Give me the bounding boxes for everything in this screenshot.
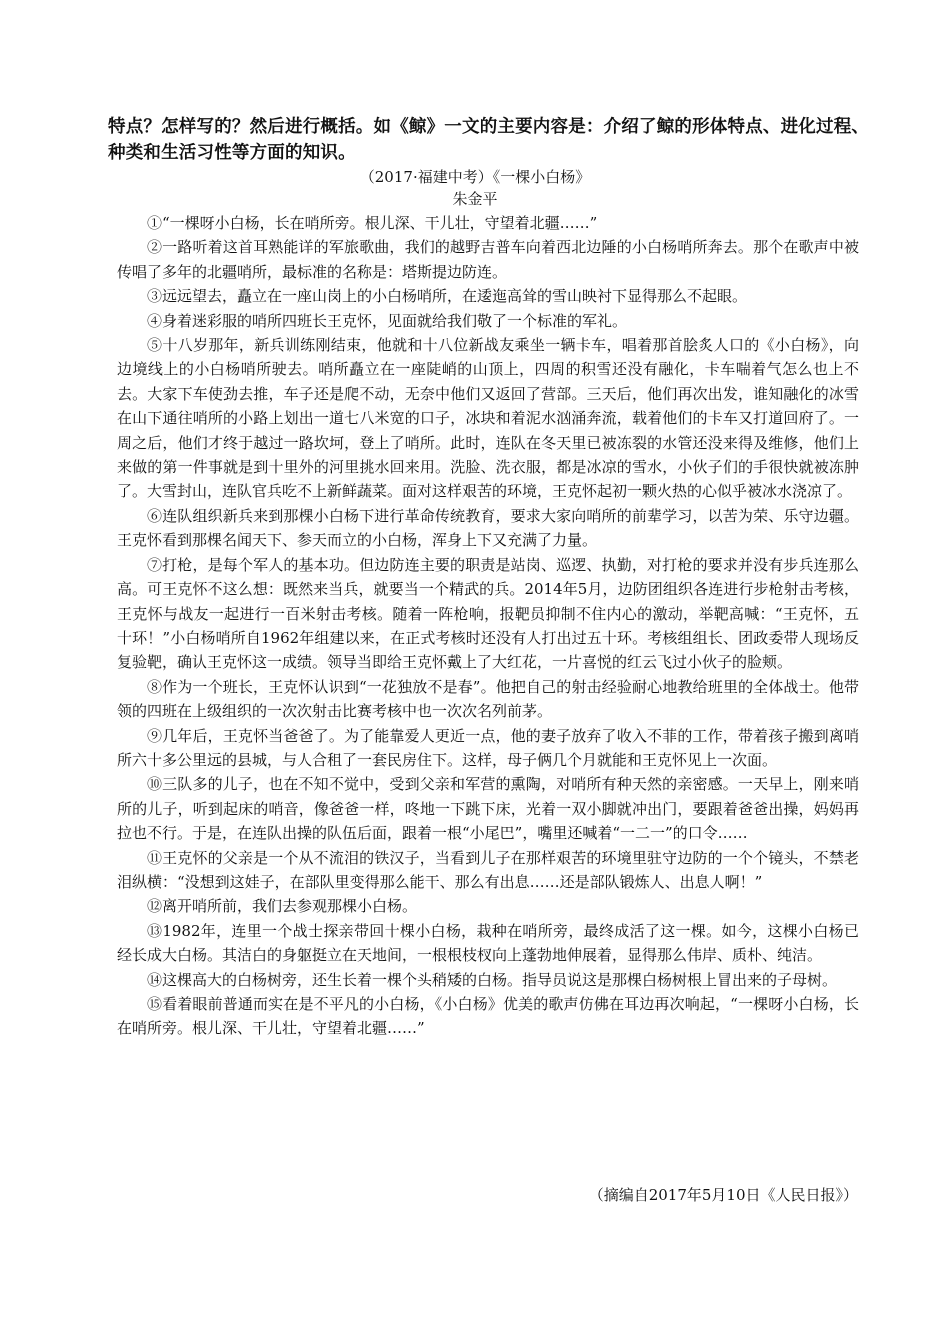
- paragraph-5: ⑤十八岁那年，新兵训练刚结束，他就和十八位新战友乘坐一辆卡车，唱着那首脍炙人口的《小白杨》，向边境线上的小白杨哨所驶去。哨所矗立在一座陡峭的山顶上，四周的积雪还没有融化，卡车喘着气怎么也上不去。大家下车使劲去推，车子还是爬不动，无奈中他们又返回了营部。三天后，他们再次出发，谁知融化的冰雪在山下通往哨所的小路上划出一道七八米宽的口子，冰块和着泥水汹涌奔流，载着他们的卡车又打道回府了。一周之后，他们才终于越过一路坎坷，登上了哨所。此时，连队在冬天里已被冻裂的水管还没来得及维修，他们上来做的第一件事就是到十里外的河里挑水回来用。洗脸、洗衣服，都是冰凉的雪水，小伙子们的手很快就被冻肿了。大雪封山，连队官兵吃不上新鲜蔬菜。面对这样艰苦的环境，王克怀起初一颗火热的心似乎被冰水浇凉了。: [117, 336, 859, 501]
- paragraph-14: ⑭这棵高大的白杨树旁，还生长着一棵个头稍矮的白杨。指导员说这是那棵白杨树根上冒出来的子母树。: [147, 970, 838, 989]
- paragraph-12: ⑫离开哨所前，我们去参观那棵小白杨。: [147, 897, 418, 916]
- article-title: （2017·福建中考）《一棵小白杨》: [359, 168, 591, 186]
- paragraph-6: ⑥连队组织新兵来到那棵小白杨下进行革命传统教育，要求大家向哨所的前辈学习，以苦为荣、乐守边疆。王克怀看到那棵名闻天下、参天而立的小白杨，浑身上下又充满了力量。: [117, 506, 859, 550]
- article-source: （摘编自2017年5月10日《人民日报》）: [588, 1186, 858, 1204]
- article-body: [117, 211, 859, 1041]
- paragraph-11: ⑪王克怀的父亲是一个从不流泪的铁汉子，当看到儿子在那样艰苦的环境里驻守边防的一个个镜头，不禁老泪纵横：“没想到这娃子，在部队里变得那么能干、那么有出息……还是部队锻炼人、出息人啊！”: [117, 848, 859, 891]
- paragraph-10: ⑩三队多的儿子，也在不知不觉中，受到父亲和军营的熏陶，对哨所有种天然的亲密感。一天早上，刚来哨所的儿子，听到起床的哨音，像爸爸一样，咚地一下跳下床，光着一双小脚就冲出门，要跟着爸爸出操，妈妈再拉也不行。于是，在连队出操的队伍后面，跟着一根“小尾巴”，嘴里还喊着“一二一”的口令……: [117, 775, 859, 843]
- paragraph-13: ⑬1982年，连里一个战士探亲带回十棵小白杨，栽种在哨所旁，最终成活了这一棵。如今，这棵小白杨已经长成大白杨。其洁白的身躯挺立在天地间，一根根枝杈向上蓬勃地伸展着，显得那么伟岸、质朴、纯洁。: [117, 921, 859, 965]
- paragraph-3: ③远远望去，矗立在一座山岗上的小白杨哨所，在逶迤高耸的雪山映衬下显得那么不起眼。: [147, 287, 748, 306]
- paragraph-7: ⑦打枪，是每个军人的基本功。但边防连主要的职责是站岗、巡逻、执勤，对打枪的要求并没有步兵连那么高。可王克怀不这么想：既然来当兵，就要当一个精武的兵。2014年5月，边防团组织各连进行步枪射击考核，王克怀与战友一起进行一百米射击考核。随着一阵枪响，报靶员抑制不住内心的激动，举靶高喊：“王克怀，五十环！”小白杨哨所自1962年组建以来，在正式考核时还没有人打出过五十环。考核组组长、团政委带人现场反复验靶，确认王克怀这一成绩。领导当即给王克怀戴上了大红花，一片喜悦的红云飞过小伙子的脸颊。: [117, 555, 859, 672]
- paragraph-2: ②一路听着这首耳熟能详的军旅歌曲，我们的越野吉普车向着西北边陲的小白杨哨所奔去。那个在歌声中被传唱了多年的北疆哨所，最标准的名称是：塔斯提边防连。: [117, 238, 859, 281]
- paragraph-15: ⑮看着眼前普通而实在是不平凡的小白杨，《小白杨》优美的歌声仿佛在耳边再次响起，“一棵呀小白杨，长在哨所旁。根儿深、干儿壮，守望着北疆……”: [117, 995, 859, 1038]
- intro-text: 特点？怎样写的？然后进行概括。如《鲸》一文的主要内容是：介绍了鲸的形体特点、进化过程、种类和生活习性等方面的知识。: [108, 117, 870, 163]
- article-author: 朱金平: [452, 190, 498, 208]
- paragraph-1: ①“一棵呀小白杨，长在哨所旁。根儿深、干儿壮，守望着北疆……”: [147, 214, 598, 232]
- paragraph-4: ④身着迷彩服的哨所四班长王克怀，见面就给我们敬了一个标准的军礼。: [147, 311, 628, 330]
- paragraph-9: ⑨几年后，王克怀当爸爸了。为了能靠爱人更近一点，他的妻子放弃了收入不菲的工作，带着孩子搬到离哨所六十多公里远的县城，与人合租了一套民房住下。这样，母子俩几个月就能和王克怀见上一次面。: [117, 726, 859, 769]
- paragraph-8: ⑧作为一个班长，王克怀认识到“一花独放不是春”。他把自己的射击经验耐心地教给班里的全体战士。他带领的四班在上级组织的一次次射击比赛考核中也一次次名列前茅。: [117, 677, 859, 721]
